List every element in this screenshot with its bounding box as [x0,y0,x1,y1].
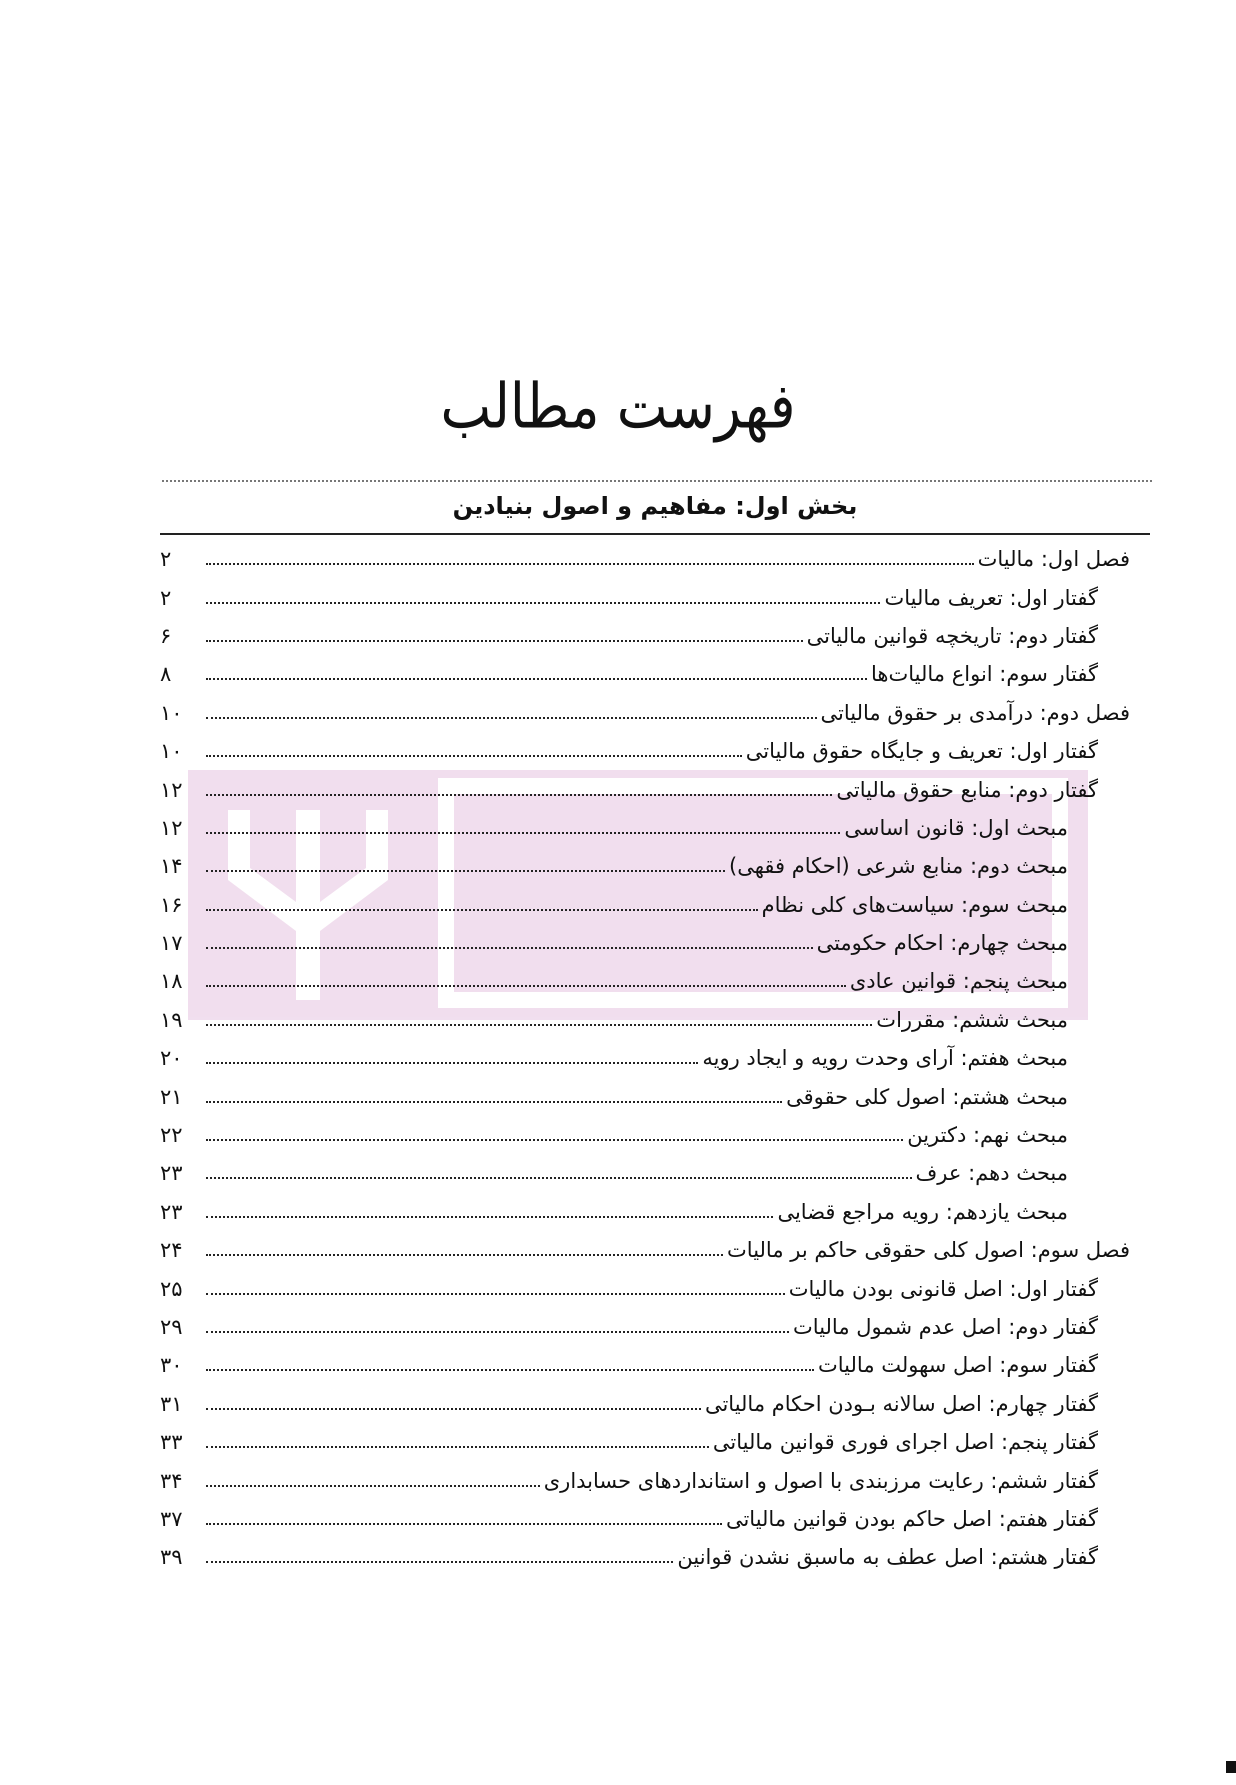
toc-page-number: ۱۶ [160,892,183,917]
toc-entry [160,809,1130,847]
toc-entry [160,655,1130,693]
toc-entry-title: گفتار دوم: تاریخچه قوانین مالیاتی [806,623,1098,648]
toc-entry [160,1269,1130,1307]
toc-entry [160,732,1130,770]
toc-page-number: ۲۵ [160,1276,183,1301]
toc-dot-leader [206,717,817,719]
toc-page-number: ۳۱ [160,1391,183,1416]
toc-entry-title: مبحث نهم: دکترین [907,1123,1068,1148]
toc-entry [160,1346,1130,1384]
toc-dot-leader [206,947,813,949]
toc-page-number: ۲۴ [160,1238,183,1263]
toc-entry [160,1385,1130,1423]
toc-dot-leader [206,1408,701,1410]
toc-entry-title: گفتار سوم: اصل سهولت مالیات [818,1353,1098,1378]
toc-entry-title: گفتار دوم: اصل عدم شمول مالیات [793,1315,1098,1339]
toc-entry [160,1116,1130,1154]
toc-dot-leader [206,1523,722,1525]
toc-page-number: ۲۰ [160,1046,183,1071]
toc-entry [160,1193,1130,1231]
toc-entry [160,694,1130,732]
toc-dot-leader [206,1024,872,1026]
toc-page-number: ۲۹ [160,1315,183,1339]
toc-dot-leader [206,794,832,796]
toc-entry [160,847,1130,885]
page-title: فهرست مطالب [440,370,796,443]
part-heading: بخش اول: مفاهیم و اصول بنیادین [452,492,858,520]
toc-entry [160,540,1130,578]
toc-dot-leader [206,678,867,680]
toc-entry-title: مبحث سوم: سیاست‌های کلی نظام [761,892,1068,917]
toc-page-number: ۳۷ [160,1506,183,1531]
toc-entry-title: فصل سوم: اصول کلی حقوقی حاکم بر مالیات [727,1238,1130,1263]
toc-entry-title: مبحث هفتم: آرای وحدت رویه و ایجاد رویه [702,1046,1068,1071]
toc-dot-leader [206,1254,723,1256]
toc-dot-leader [206,1446,709,1448]
toc-entry-title: گفتار اول: اصل قانونی بودن مالیات [788,1276,1098,1301]
toc-page-number: ۳۳ [160,1430,183,1455]
toc-page-number: ۱۷ [160,931,183,956]
toc-dot-leader [206,909,758,911]
toc-page-number: ۱۴ [160,854,183,879]
toc-page-number: ۱۸ [160,969,183,994]
toc-entry-title: مبحث ششم: مقررات [876,1007,1068,1032]
toc-dot-leader [206,1561,673,1563]
toc-entry [160,578,1130,616]
toc-entry-title: فصل اول: مالیات [977,547,1130,572]
toc-entry-title: گفتار چهارم: اصل سالانه بـودن احکام مالیاتی [704,1391,1098,1416]
toc-page-number: ۳۹ [160,1545,183,1570]
toc-entry [160,617,1130,655]
toc-page-number: ۱۲ [160,815,183,840]
toc-dot-leader [206,1369,814,1371]
toc-dot-leader [206,832,840,834]
toc-entry-title: مبحث یازدهم: رویه مراجع قضایی [777,1199,1068,1224]
toc-entry-title: مبحث پنجم: قوانین عادی [849,969,1068,994]
toc-entry-title: مبحث دهم: عرف [915,1161,1068,1186]
toc-page-number: ۶ [160,623,172,648]
toc-entry [160,1538,1130,1576]
toc-entry [160,1001,1130,1039]
toc-page-number: ۲ [160,547,172,572]
toc-page-number: ۱۰ [160,739,183,764]
solid-divider [160,533,1150,535]
toc-dot-leader [206,640,803,642]
toc-page-number: ۲۲ [160,1123,183,1148]
toc-entry-title: گفتار اول: تعریف مالیات [884,585,1098,610]
toc-page-number: ۱۹ [160,1007,183,1032]
toc-dot-leader [206,1485,540,1487]
toc-dot-leader [206,1216,773,1218]
toc-entry-title: مبحث هشتم: اصول کلی حقوقی [786,1084,1068,1109]
toc-dot-leader [206,1293,785,1295]
toc-dot-leader [206,1177,912,1179]
toc-entry-title: گفتار هشتم: اصل عطف به ماسبق نشدن قوانین [677,1545,1098,1570]
table-of-contents [160,540,1130,1577]
toc-dot-leader [206,870,725,872]
toc-entry-title: مبحث اول: قانون اساسی [844,815,1068,840]
toc-dot-leader [206,602,880,604]
toc-page-number: ۸ [160,662,172,687]
toc-entry [160,1039,1130,1077]
toc-dot-leader [206,1139,903,1141]
toc-entry-title: گفتار پنجم: اصل اجرای فوری قوانین مالیاتی [712,1430,1098,1455]
toc-page-number: ۲۳ [160,1161,183,1186]
toc-page-number: ۲۱ [160,1084,183,1109]
toc-entry [160,1500,1130,1538]
toc-dot-leader [206,985,846,987]
toc-page-number: ۱۰ [160,700,183,725]
toc-dot-leader [206,563,974,565]
toc-entry-title: گفتار سوم: انواع مالیات‌ها [871,662,1098,687]
toc-entry [160,770,1130,808]
toc-entry [160,1308,1130,1346]
toc-entry-title: مبحث چهارم: احکام حکومتی [816,931,1068,956]
toc-entry [160,1154,1130,1192]
dotted-divider [162,480,1152,482]
toc-page-number: ۲ [160,585,172,610]
toc-entry-title: فصل دوم: درآمدی بر حقوق مالیاتی [820,700,1130,725]
toc-dot-leader [206,1101,782,1103]
toc-entry [160,886,1130,924]
toc-entry [160,1077,1130,1115]
toc-entry [160,1461,1130,1499]
toc-dot-leader [206,1331,789,1333]
toc-entry [160,1423,1130,1461]
toc-entry-title: گفتار هفتم: اصل حاکم بودن قوانین مالیاتی [725,1506,1098,1531]
toc-entry-title: مبحث دوم: منابع شرعی (احکام فقهی) [729,854,1068,879]
toc-entry-title: گفتار ششم: رعایت مرزبندی با اصول و استانداردهای حسابداری [543,1468,1098,1493]
toc-dot-leader [206,755,742,757]
toc-entry-title: گفتار اول: تعریف و جایگاه حقوق مالیاتی [745,739,1098,764]
page-corner-mark [1226,1761,1236,1773]
toc-page-number: ۳۴ [160,1468,183,1493]
toc-entry [160,962,1130,1000]
toc-page-number: ۱۲ [160,777,183,802]
toc-page-number: ۳۰ [160,1353,183,1378]
toc-entry [160,1231,1130,1269]
toc-dot-leader [206,1062,698,1064]
toc-page-number: ۲۳ [160,1199,183,1224]
toc-entry [160,924,1130,962]
toc-entry-title: گفتار دوم: منابع حقوق مالیاتی [836,777,1098,802]
